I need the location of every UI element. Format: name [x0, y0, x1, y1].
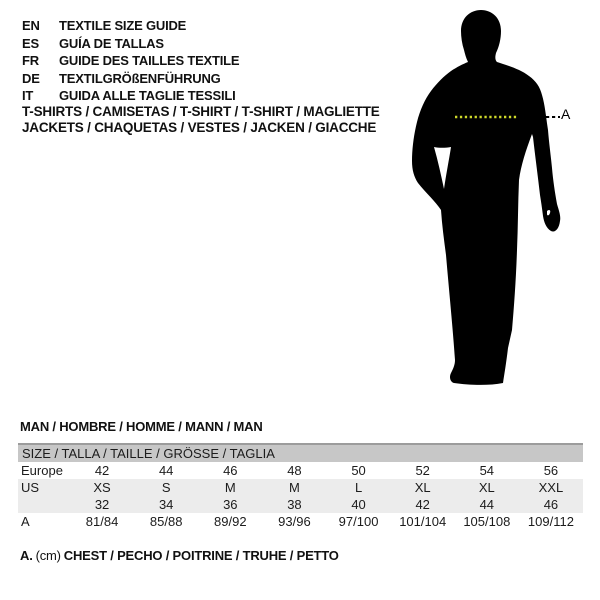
row-label: A	[21, 514, 30, 529]
row-label: US	[18, 479, 70, 496]
size-cell: 52	[415, 463, 430, 478]
language-list	[22, 17, 239, 105]
size-cell: XL	[391, 479, 455, 496]
size-cell: M	[262, 479, 326, 496]
footnote-text: CHEST / PECHO / POITRINE / TRUHE / PETTO	[63, 548, 339, 563]
size-table-header: SIZE / TALLA / TAILLE / GRÖSSE / TAGLIA	[18, 444, 583, 462]
row-label: Europe	[21, 463, 63, 478]
size-cell: XL	[455, 479, 519, 496]
language-label: GUIDA ALLE TAGLIE TESSILI	[59, 88, 236, 104]
size-cell: 44	[158, 463, 174, 478]
language-code: DE	[22, 70, 40, 86]
table-row	[18, 479, 583, 496]
size-cell: S	[134, 479, 198, 496]
category-line-tshirts: T-SHIRTS / CAMISETAS / T-SHIRT / T-SHIRT / MAGLIETTE	[22, 104, 380, 119]
language-row	[22, 70, 239, 88]
measurement-footnote	[20, 548, 339, 563]
language-label: GUÍA DE TALLAS	[59, 35, 164, 51]
size-cell: L	[327, 479, 391, 496]
language-code: FR	[22, 53, 39, 69]
size-table-container	[18, 443, 583, 530]
size-cell: 101/104	[399, 514, 447, 529]
size-cell: XXL	[519, 479, 583, 496]
size-cell: 50	[351, 463, 366, 478]
size-table-header-row	[18, 444, 583, 462]
language-label: TEXTILE SIZE GUIDE	[59, 18, 187, 33]
size-cell: 40	[327, 496, 391, 513]
language-label: GUIDE DES TAILLES TEXTILE	[59, 53, 240, 69]
footnote-unit: (cm)	[35, 548, 61, 563]
size-cell: 42	[94, 463, 110, 478]
size-cell: 81/84	[85, 514, 119, 529]
language-row	[22, 52, 239, 70]
language-code: IT	[22, 88, 34, 104]
size-cell: 56	[543, 463, 559, 478]
size-cell: 32	[70, 496, 134, 513]
size-cell: 36	[198, 496, 262, 513]
size-cell: 97/100	[338, 514, 379, 529]
size-cell: 109/112	[527, 514, 574, 529]
language-code: EN	[22, 18, 40, 33]
size-cell: 93/96	[278, 514, 311, 529]
size-cell: 34	[134, 496, 198, 513]
table-row	[18, 496, 583, 513]
man-silhouette-shape	[412, 10, 560, 385]
row-label	[18, 496, 70, 513]
man-silhouette	[398, 5, 570, 395]
size-table	[18, 443, 583, 530]
language-row	[22, 35, 239, 53]
language-row	[22, 17, 239, 35]
size-cell: 85/88	[149, 514, 183, 529]
size-cell: M	[198, 479, 262, 496]
language-row	[22, 87, 239, 105]
category-heading	[22, 104, 380, 137]
size-cell: 46	[519, 496, 583, 513]
size-cell: 105/108	[463, 514, 511, 529]
table-row	[18, 462, 583, 479]
size-cell: 42	[391, 496, 455, 513]
footnote-prefix: A.	[20, 548, 33, 563]
size-cell: 44	[455, 496, 519, 513]
measurement-label-a: A	[561, 106, 571, 122]
section-heading: MAN / HOMBRE / HOMME / MANN / MAN	[20, 419, 263, 434]
size-cell: 54	[479, 463, 495, 478]
size-cell: 38	[262, 496, 326, 513]
size-table-body	[18, 444, 583, 530]
table-row	[18, 513, 583, 530]
category-line-jackets: JACKETS / CHAQUETAS / VESTES / JACKEN / GIACCHE	[22, 120, 377, 136]
size-cell: XS	[70, 479, 134, 496]
size-cell: 46	[223, 463, 238, 478]
size-cell: 89/92	[214, 514, 247, 529]
language-label: TEXTILGRÖßENFÜHRUNG	[59, 70, 221, 86]
language-code: ES	[22, 35, 39, 51]
size-cell: 48	[287, 463, 302, 478]
